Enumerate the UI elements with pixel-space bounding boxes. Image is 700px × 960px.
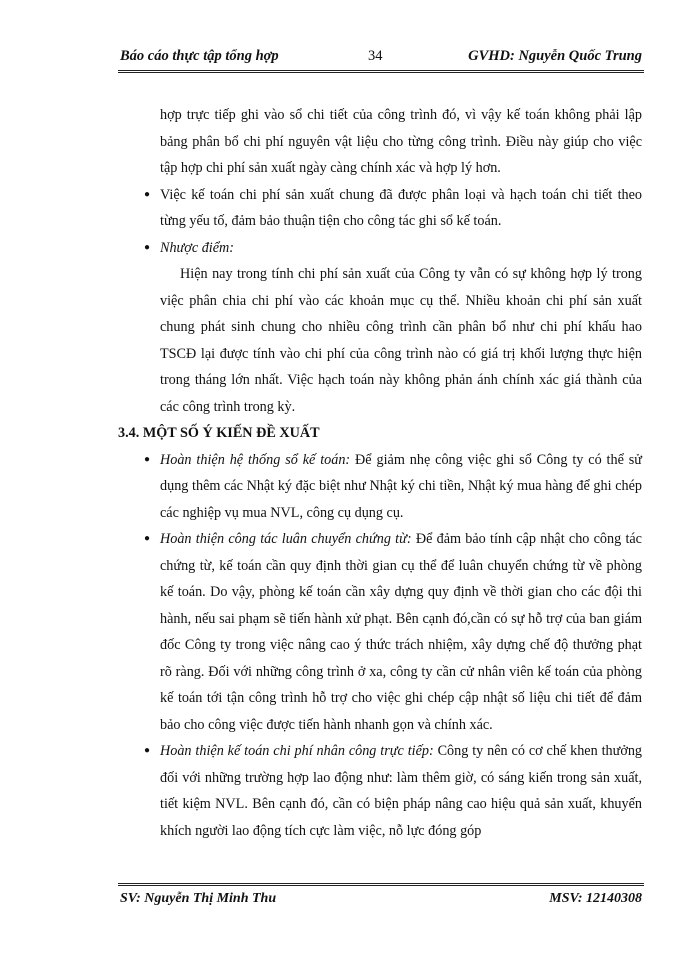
footer-rule: [118, 883, 644, 886]
header-advisor: GVHD: Nguyễn Quốc Trung: [468, 48, 642, 64]
page-header: [120, 48, 642, 70]
bullet-icon: ●: [144, 745, 151, 756]
bullet-item: [118, 182, 642, 235]
weakness-paragraph: Hiện nay trong tính chi phí sản xuất của Công ty vẫn có sự không hợp lý trong việc phân chia chi phí vào các khoản mục cụ thể. Nhiều khoản chi phí sản xuất chung phát sinh chung cho nhiều công trình cần phân bổ như chi phí khấu hao TSCĐ lại được tính vào chi phí của công trình nào có giá trị khối lượng thực hiện trong tháng lớn nhất. Việc hạch toán này không phản ánh chính xác giá thành của các công trình trong kỳ.: [160, 266, 642, 415]
bullet-text: Việc kế toán chi phí sản xuất chung đã được phân loại và hạch toán chi tiết theo từng yếu tố, đảm bảo thuận tiện cho công tác ghi sổ kế toán.: [160, 186, 642, 229]
suggestion-text: Để giảm nhẹ công việc ghi sổ Công ty có thể sử dụng thêm các Nhật ký đặc biệt như Nhật ký chi tiền, Nhật ký mua hàng để ghi chép các nghiệp vụ mua NVL, công cụ dụng cụ.: [160, 451, 642, 521]
bullet-item: [118, 447, 642, 527]
bullet-icon: ●: [144, 188, 151, 200]
bullet-icon: ●: [144, 241, 151, 253]
weakness-title: Nhược điểm:: [160, 239, 235, 256]
page-number: 34: [368, 48, 383, 64]
header-report-title: Báo cáo thực tập tổng hợp: [120, 48, 279, 64]
suggestion-text: Công ty nên có cơ chế khen thưởng đối với những trường hợp lao động như: làm thêm giờ, có sáng kiến trong sản xuất, tiết kiệm NVL. Bên cạnh đó, cần có biện pháp nâng cao hiệu quả sản xuất, khuyến khích người lao động tích cực làm việc, nỗ lực đóng góp: [160, 743, 643, 839]
footer-student: SV: Nguyễn Thị Minh Thu: [120, 891, 277, 906]
section-heading: 3.4. MỘT SỐ Ý KIẾN ĐỀ XUẤT: [118, 425, 320, 441]
suggestion-text: Để đảm bảo tính cập nhật cho công tác chứng từ, kế toán cần quy định thời gian cụ thể để luân chuyển chứng từ về phòng kế toán. Do vậy, phòng kế toán cần xây dựng quy định về thời gian cho các đội thi hành, nếu sai phạm sẽ tiến hành xử phạt. Bên cạnh đó,cần có sự hỗ trợ của ban giám đốc Công ty trong việc nâng cao ý thức trách nhiệm, xây dựng chế độ thưởng phạt rõ ràng. Đối với những công trình ở xa, công ty cần cử nhân viên kế toán của phòng kế toán tới tận công trình hỗ trợ cho việc ghi chép cập nhật số liệu chi tiết để đảm bảo cho công việc được tiến hành nhanh gọn và chính xác.: [160, 531, 642, 733]
page-content: [118, 102, 642, 844]
footer-student-id: MSV: 12140308: [549, 891, 642, 906]
bullet-icon: ●: [144, 533, 151, 544]
paragraph-continued: hợp trực tiếp ghi vào sổ chi tiết của công trình đó, vì vậy kế toán không phải lập bảng phân bổ chi phí nguyên vật liệu cho từng công trình. Điều này giúp cho việc tập hợp chi phí sản xuất ngày càng chính xác và hợp lý hơn.: [160, 107, 642, 176]
header-rule: [118, 70, 644, 73]
bullet-item: [118, 738, 642, 844]
bullet-icon: ●: [144, 453, 151, 465]
suggestion-title: Hoàn thiện công tác luân chuyển chứng từ:: [160, 531, 412, 547]
bullet-item: [118, 235, 642, 262]
suggestion-title: Hoàn thiện hệ thống sổ kế toán:: [160, 451, 351, 468]
bullet-item: [118, 526, 642, 738]
suggestion-title: Hoàn thiện kế toán chi phí nhân công trực tiếp:: [160, 743, 434, 759]
